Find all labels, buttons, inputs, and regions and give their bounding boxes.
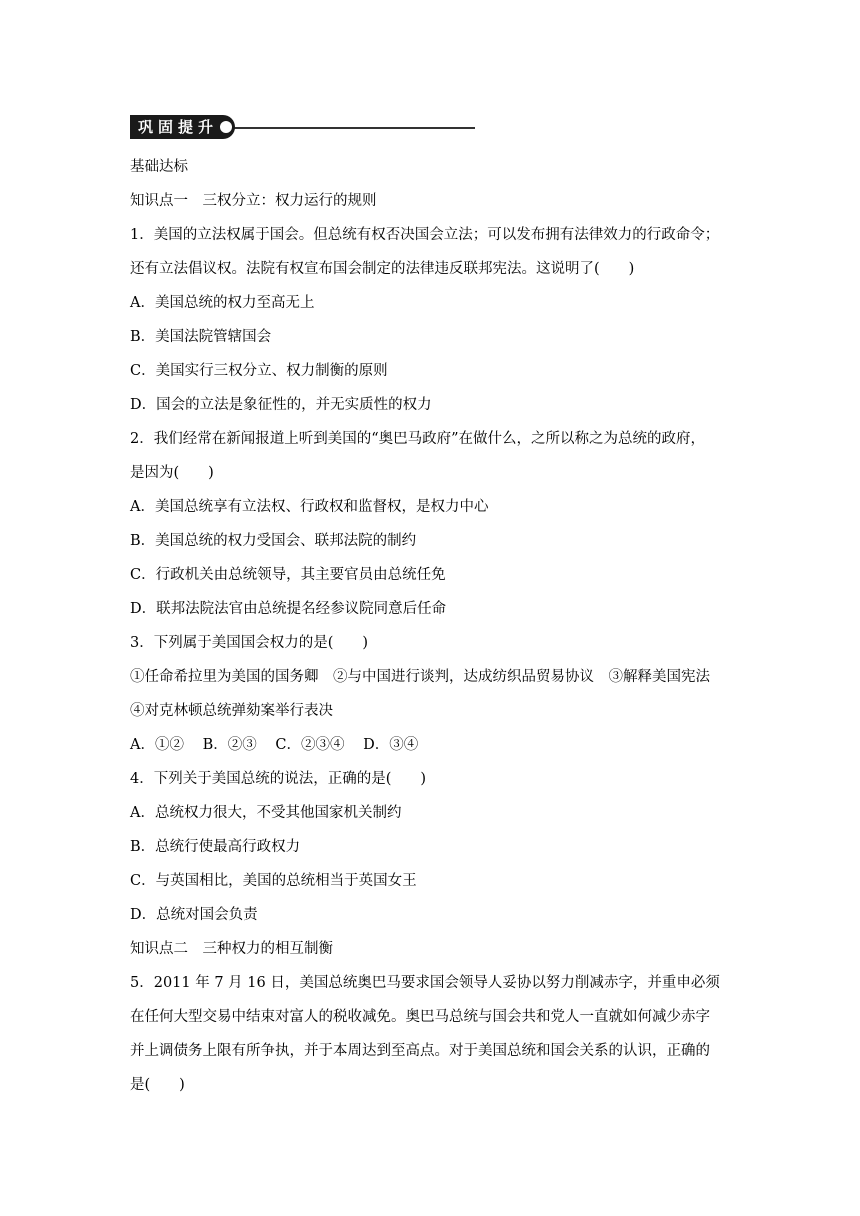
q3-option-d: D．③④ [363,737,419,753]
q1-stem-line-1: 1．美国的立法权属于国会。但总统有权否决国会立法；可以发布拥有法律效力的行政命令； [130,227,720,243]
section-heading-basic: 基础达标 [130,159,188,175]
knowledge-point-1: 知识点一 三权分立：权力运行的规则 [130,193,377,209]
q2-stem-line-1: 2．我们经常在新闻报道上听到美国的“奥巴马政府”在做什么，之所以称之为总统的政府， [130,431,706,447]
q3-items-line-1: ①任命希拉里为美国的国务卿 ②与中国进行谈判，达成纺织品贸易协议 ③解释美国宪法 [130,669,710,685]
q4-stem: 4．下列关于美国总统的说法，正确的是( ) [130,771,427,787]
q2-option-a: A．美国总统享有立法权、行政权和监督权，是权力中心 [130,499,489,515]
q5-stem-line-1: 5．2011 年 7 月 16 日，美国总统奥巴马要求国会领导人妥协以努力削减赤字，并重申必须 [130,975,720,991]
banner-rule [230,127,475,129]
q3-options [130,728,730,762]
q3-stem: 3．下列属于美国国会权力的是( ) [130,635,369,651]
q1-option-c: C．美国实行三权分立、权力制衡的原则 [130,363,388,379]
q5-stem-line-2: 在任何大型交易中结束对富人的税收减免。奥巴马总统与国会共和党人一直就如何减少赤字 [130,1009,710,1025]
q1-stem-line-2: 还有立法倡议权。法院有权宣布国会制定的法律违反联邦宪法。这说明了( ) [130,261,635,277]
q1-option-b: B．美国法院管辖国会 [130,329,272,345]
q4-option-d: D．总统对国会负责 [130,907,258,923]
q3-option-b: B．②③ [202,737,257,753]
q3-option-c: C．②③④ [275,737,345,753]
q2-option-d: D．联邦法院法官由总统提名经参议院同意后任命 [130,601,447,617]
q4-option-b: B．总统行使最高行政权力 [130,839,301,855]
q2-option-b: B．美国总统的权力受国会、联邦法院的制约 [130,533,417,549]
q3-items-line-2: ④对克林顿总统弹劾案举行表决 [130,703,333,719]
q1-option-a: A．美国总统的权力至高无上 [130,295,315,311]
exercise-content [130,150,730,1102]
knowledge-point-2: 知识点二 三种权力的相互制衡 [130,941,333,957]
q3-option-a: A．①② [130,737,184,753]
q4-option-c: C．与英国相比，美国的总统相当于英国女王 [130,873,417,889]
q5-stem-line-4: 是( ) [130,1077,185,1093]
banner-label: 巩固提升 [130,115,235,139]
q4-option-a: A．总统权力很大，不受其他国家机关制约 [130,805,402,821]
q2-stem-line-2: 是因为( ) [130,465,214,481]
q5-stem-line-3: 并上调债务上限有所争执，并于本周达到至高点。对于美国总统和国会关系的认识，正确的 [130,1043,710,1059]
q2-option-c: C．行政机关由总统领导，其主要官员由总统任免 [130,567,446,583]
section-banner [130,115,475,141]
banner-dot-icon [220,121,232,133]
q1-option-d: D．国会的立法是象征性的，并无实质性的权力 [130,397,432,413]
